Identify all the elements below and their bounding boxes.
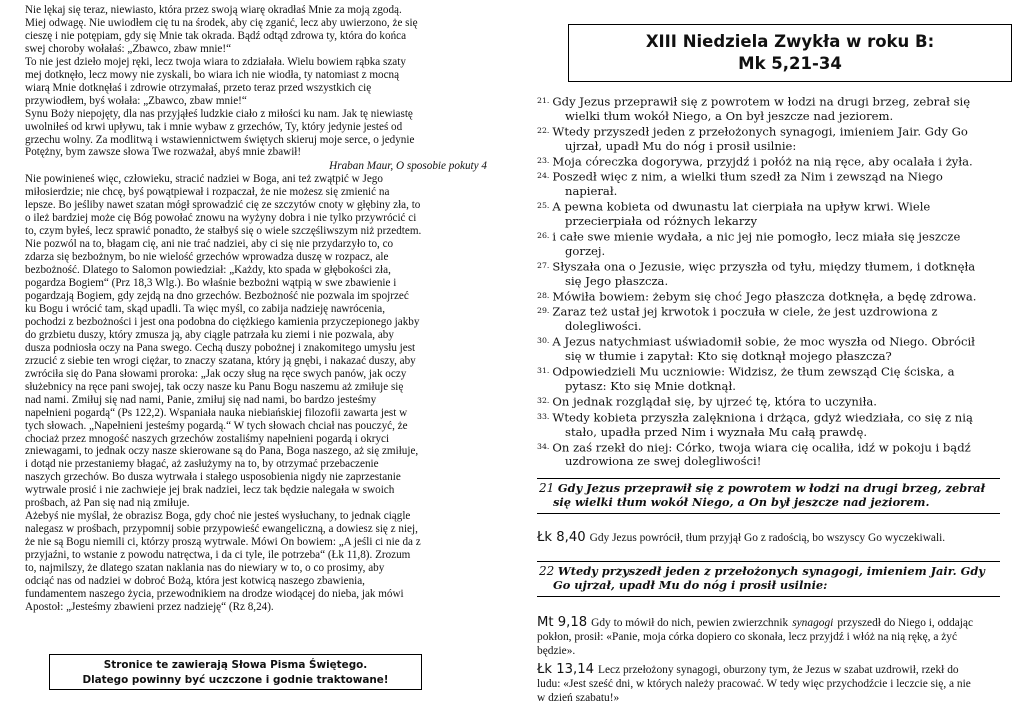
text-line: i dotąd nie przestaniemy błagać, aż zasłużymy na to, by otrzymać przebaczenie bbox=[25, 458, 379, 471]
reference-code: Łk 13,14 bbox=[537, 661, 594, 677]
verse-number: 33. bbox=[537, 411, 550, 421]
verse-text-line-1: A Jezus natychmiast uświadomił sobie, że moc wyszła od Niego. Obrócił bbox=[552, 334, 975, 349]
verse-text-line-1: Odpowiedzieli Mu uczniowie: Widzisz, że tłum zewsząd Cię ściska, a bbox=[552, 364, 955, 379]
verse-number: 25. bbox=[537, 201, 550, 211]
reference-line-3: w dzień szabatu!» bbox=[537, 691, 620, 704]
text-line: uwolniłeś od krwi upływu, tak i mnie wybaw z grzechów, Ty, który jedynie jesteś od bbox=[25, 120, 403, 133]
verse-text-line-1: Mówiła bowiem: żebym się choć Jego płaszcza dotknęła, a będę zdrowa. bbox=[552, 289, 977, 304]
text-line: służebnicy na ręce pani swojej, tak oczy nasze ku Panu Bogu naszemu aż zmiłuje się bbox=[25, 380, 404, 393]
text-line: zrzucić z siebie ten wrogi ciężar, to znaczy szatana, który ją gnębi, i nakazać duszy, aby bbox=[25, 354, 416, 367]
text-line: Synu Boży niepojęty, dla nas przyjąłeś ludzkie ciało z miłości ku nam. Jak tę niewiastę bbox=[25, 107, 413, 120]
paragraph-4 bbox=[25, 173, 487, 510]
text-line: tych słowach. „Napełnieni jesteśmy pogardą.“ W tych słowach chciał nas pouczyć, że bbox=[25, 419, 408, 432]
verse bbox=[537, 154, 1000, 169]
paragraph-2 bbox=[25, 56, 487, 108]
reference-code: Łk 8,40 bbox=[537, 529, 586, 545]
verse-text-line-2: dolegliwości. bbox=[565, 319, 642, 334]
text-line: wytrwale prosić i nie zachwieje jej brak nadziei, lecz tak będzie nalegała w swoich bbox=[25, 484, 395, 497]
reference-line-2: ludu: «Jest sześć dni, w których należy pracować. W tedy więc przychodźcie i leczcie się, a nie bbox=[537, 677, 971, 690]
verse-text-line-1: Gdy Jezus przeprawił się z powrotem w łodzi na drugi brzeg, zebrał bbox=[557, 480, 985, 495]
verse-text-line-1: Wtedy przyszedł jeden z przełożonych synagogi, imieniem Jair. Gdy bbox=[557, 563, 985, 578]
verse bbox=[537, 440, 1000, 469]
right-column bbox=[537, 24, 1000, 724]
text-line: pochodzi z bezbożności i jest ona podobna do ciężkiego kamienia przyczepionego jakby bbox=[25, 315, 420, 328]
verse bbox=[537, 289, 1000, 304]
text-line: Ażebyś nie myślał, że obrazisz Boga, gdy choć nie jesteś wysłuchany, to jednak ciągle bbox=[25, 510, 411, 523]
reference-text-a: Gdy to mówił do nich, pewien zwierzchnik bbox=[591, 616, 789, 629]
verse-text-line-2: napierał. bbox=[565, 184, 618, 199]
highlight-verse-21 bbox=[537, 478, 1000, 514]
reference-mt-9-18 bbox=[537, 615, 1000, 658]
text-line: ku Bogu i wrócić tam, skąd upadli. Ta więc myśl, co zabija nadzieję nawrócenia, bbox=[25, 302, 386, 315]
reference-lk-13-14 bbox=[537, 662, 1000, 705]
verse-text-line-1: On jednak rozglądał się, by ujrzeć tę, która to uczyniła. bbox=[552, 394, 877, 409]
verse-text-line-2: Go ujrzał, upadł Mu do nóg i prosił usilnie: bbox=[553, 578, 828, 593]
verse-text-line-2: przecierpiała od różnych lekarzy bbox=[565, 214, 758, 229]
text-line: nad nami. Zmiłuj się nad nami, Panie, zmiłuj się nad nami, bo bardzo jesteśmy bbox=[25, 393, 377, 406]
text-line: wiarą Mnie dotknęłaś i zdrowie otrzymałaś, przeto teraz przed wszystkich cię bbox=[25, 81, 372, 94]
highlight-verse-22 bbox=[537, 561, 1000, 597]
verse-text-line-2: się wielki tłum wokół Niego, a On był jeszcze nad jeziorem. bbox=[553, 495, 930, 510]
text-line: mej dotknęło, lecz mowy nie zyskali, bo wiara ich nie wiodła, ty natomiast z mocną bbox=[25, 68, 400, 81]
verse bbox=[537, 259, 1000, 288]
verse-text-line-1: Wtedy przyszedł jeden z przełożonych synagogi, imieniem Jair. Gdy Go bbox=[552, 124, 968, 139]
verse-text-line-2: stało, upadła przed Nim i wyznała Mu całą prawdę. bbox=[565, 424, 868, 439]
verse-number: 21. bbox=[537, 96, 550, 105]
verse bbox=[537, 334, 1000, 363]
verse-number: 22. bbox=[537, 125, 550, 135]
paragraph-3 bbox=[25, 108, 487, 160]
title-box bbox=[568, 24, 1012, 82]
text-line: pogardza Bogiem“ (Prz 18,3 Wlg.). Bo właśnie bezbożni wątpią w swe zbawienie i bbox=[25, 277, 397, 290]
text-line: przywiodłem, byś wołała: „Zbawco, zbaw mnie!“ bbox=[25, 94, 247, 107]
verse-text-line-1: A pewna kobieta od dwunastu lat cierpiała na upływ krwi. Wiele bbox=[552, 199, 931, 214]
text-line: Nie powinieneś więc, człowieku, stracić nadziei w Boga, ani też zwątpić w Jego bbox=[25, 173, 383, 186]
verse bbox=[537, 199, 1000, 228]
text-line: nalegasz w prośbach, przypomnij sobie przypowieść ewangeliczną, a dowiesz się z niej, bbox=[25, 523, 418, 536]
verse-text-line-1: Zaraz też ustał jej krwotok i poczuła w ciele, że jest uzdrowiona z bbox=[552, 304, 938, 319]
paragraph-5 bbox=[25, 510, 487, 614]
reference-text: Lecz przełożony synagogi, oburzony tym, że Jezus w szabat uzdrowił, rzekł do bbox=[598, 663, 959, 676]
verse-text-line-2: się Jego płaszcza. bbox=[565, 273, 669, 288]
verse bbox=[537, 169, 1000, 198]
text-line: lepsze. Bo jeśliby nawet szatan mógł sprowadzić cię ze szczytów cnoty w głębiny zła, to bbox=[25, 199, 421, 212]
verse-number: 28. bbox=[537, 290, 550, 300]
verse-text-line-1: i całe swe mienie wydała, a nic jej nie pomogło, lecz miała się jeszcze bbox=[552, 229, 961, 244]
text-line: o ileż bardziej może cię Bóg powołać znowu na wyżyny dobra i nie tylko przywrócić ci bbox=[25, 212, 417, 225]
verse-number: 27. bbox=[537, 261, 550, 271]
text-line: napełnieni pogardą“ (Ps 122,2). Wspaniała nauka niebiańskiej filozofii zawarta jest w bbox=[25, 406, 408, 419]
verse-text-line-2: ujrzał, upadł Mu do nóg i prosił usilnie: bbox=[565, 138, 797, 153]
verse-text-line-1: Moja córeczka dogorywa, przyjdź i połóż na nią ręce, aby ocalała i żyła. bbox=[552, 154, 973, 169]
footer-notice-box bbox=[49, 654, 422, 690]
text-line: zniewagami, to jednak oczy nasze skierowane są do Pana, Boga naszego, aż się zmiłuje, bbox=[25, 445, 419, 458]
text-line: bezbożność. Dlatego to Salomon powiedział: „Każdy, kto spada w głębokości zła, bbox=[25, 264, 391, 277]
left-column bbox=[25, 4, 487, 724]
title-line-1: XIII Niedziela Zwykła w roku B: bbox=[645, 32, 935, 51]
verse-number: 34. bbox=[537, 441, 550, 451]
text-line: pogardzają Bogiem, gdy zejdą na dno grzechów. Bezbożność nie pozwala im spojrzeć bbox=[25, 290, 409, 303]
verse-number: 22 bbox=[539, 563, 555, 578]
text-line: Potężny, bym zawsze słowa Twe rozważał, abyś mnie zbawił! bbox=[25, 146, 302, 159]
text-line: fundamentem naszego życia, przewodnikiem na drodze wiodącej do nieba, jak mówi bbox=[25, 587, 404, 600]
verse bbox=[537, 94, 1000, 123]
verse-text-line-2: gorzej. bbox=[565, 244, 606, 259]
reference-line-3: będzie». bbox=[537, 644, 576, 657]
reference-text-italic: synagogi bbox=[792, 616, 834, 629]
verse-text-line-2: uzdrowiona ze swej dolegliwości! bbox=[565, 454, 762, 469]
text-line: swej choroby wołałaś: „Zbawco, zbaw mnie!“ bbox=[25, 42, 232, 55]
verse bbox=[537, 304, 1000, 333]
reference-code: Mt 9,18 bbox=[537, 614, 588, 630]
text-line: zwróciła się do Pana słowami proroka: „Jak oczy sług na ręce swych panów, jak oczy bbox=[25, 367, 407, 380]
reference-lk-8-40 bbox=[537, 528, 1000, 546]
verse-number: 29. bbox=[537, 306, 550, 316]
text-line: chociaż przez mnogość naszych grzechów zostaliśmy napełnieni pogardą i okryci bbox=[25, 432, 390, 445]
verse bbox=[537, 124, 1000, 153]
verse-text-line-1: Wtedy kobieta przyszła zalękniona i drżąca, gdyż wiedziała, co się z nią bbox=[552, 410, 973, 425]
title-line-2: Mk 5,21-34 bbox=[738, 54, 842, 73]
text-line: miłosierdzie; nie chcę, byś powątpiewał i rozpaczał, że nie możesz się zmienić na bbox=[25, 186, 390, 199]
verse bbox=[537, 394, 1000, 409]
text-line: to, czym byłeś, lecz sprawić ponadto, że stałbyś się o wiele szczęśliwszym niż przedtem. bbox=[25, 225, 422, 238]
verse-number: 26. bbox=[537, 231, 550, 241]
reference-text: Gdy Jezus powrócił, tłum przyjął Go z radością, bo wszyscy Go wyczekiwali. bbox=[589, 531, 946, 544]
verse-text-line-1: Poszedł więc z nim, a wielki tłum szedł za Nim i zewsząd na Niego bbox=[552, 169, 943, 184]
text-line: Nie lękaj się teraz, niewiasto, która przez swoją wiarę okradłaś Mnie za moją zgodą. bbox=[25, 4, 402, 16]
text-line: Miej odwagę. Nie uwiodłem cię tu na środek, aby cię zganić, lecz aby uwierzono, że się bbox=[25, 16, 418, 29]
verse-text-line-1: Gdy Jezus przeprawił się z powrotem w łodzi na drugi brzeg, zebrał się bbox=[552, 94, 971, 109]
text-line: zdarza się bezbożnym, bo nie wielość grzechów wprowadza duszę w rozpacz, ale bbox=[25, 251, 389, 264]
gospel-verses bbox=[537, 94, 1000, 469]
verse-number: 30. bbox=[537, 336, 550, 346]
verse-text-line-1: On zaś rzekł do niej: Córko, twoja wiara cię ocaliła, idź w pokoju i bądź bbox=[552, 440, 971, 455]
footer-line-1: Stronice te zawierają Słowa Pisma Świętego. bbox=[103, 659, 368, 671]
verse-number: 21 bbox=[539, 480, 555, 495]
verse bbox=[537, 364, 1000, 393]
text-line: do grzbietu duszy, który zmusza ją, aby ciągle patrzała ku ziemi i nie pozwala, aby bbox=[25, 328, 394, 341]
footer-line-2: Dlatego powinny być uczczone i godnie traktowane! bbox=[82, 673, 389, 686]
verse-text-line-2: pytasz: Kto się Mnie dotknął. bbox=[565, 379, 736, 394]
verse-number: 31. bbox=[537, 366, 550, 376]
reference-text-b: przyszedł do Niego i, oddając bbox=[837, 616, 974, 629]
text-line: to, najmilszy, że dlatego szatan naklania nas do niewiary w to, o co prosimy, aby bbox=[25, 562, 385, 575]
verse bbox=[537, 229, 1000, 258]
text-line: prośbach, aż Pan się nad nią zmiłuje. bbox=[25, 497, 190, 510]
text-line: naszych grzechów. Bo dusza wytrwała i stałego usposobienia nigdy nie zaprzestanie bbox=[25, 471, 401, 484]
text-line: przyjaźni, to wstanie z powodu natręctwa, i da ci tyle, ile potrzeba“ (Łk 11,8). Zrozum bbox=[25, 549, 411, 562]
verse-number: 23. bbox=[537, 155, 550, 165]
verse-text-line-2: wielki tłum wokół Niego, a On był jeszcze nad jeziorem. bbox=[565, 108, 894, 123]
text-line: cieszę i nie potępiam, gdy się Mnie tak okrada. Bądź odtąd zdrowa ty, która do końca bbox=[25, 29, 407, 42]
text-line: odciąć nas od nadziei w dobroć Bożą, która jest kotwicą naszego zbawienia, bbox=[25, 574, 365, 587]
verse bbox=[537, 410, 1000, 439]
verse-number: 24. bbox=[537, 171, 550, 181]
text-line: Nie pozwól na to, błagam cię, ani nie trać nadziei, aby ci się nie przydarzyło to, co bbox=[25, 238, 394, 251]
text-line: To nie jest dzieło mojej ręki, lecz twoja wiara to zdziałała. Wielu bowiem rąbka szaty bbox=[25, 55, 406, 68]
text-line: Apostoł: „Jesteśmy zbawieni przez nadzieję“ (Rz 8,24). bbox=[25, 600, 274, 613]
verse-text-line-1: Słyszała ona o Jezusie, więc przyszła od tyłu, między tłumem, i dotknęła bbox=[552, 259, 976, 274]
text-line: dusza podniosła oczy na Pana swego. Cechą duszy pobożnej i znakomitego umysłu jest bbox=[25, 341, 416, 354]
text-line: grzechu wolny. Za modlitwą i wstawiennictwem świętych skieruj moje serce, o jedynie bbox=[25, 133, 415, 146]
paragraph-1 bbox=[25, 4, 487, 56]
verse-text-line-2: się w tłumie i zapytał: Kto się dotknął mojego płaszcza? bbox=[565, 349, 892, 364]
reference-line-2: pokłon, prosił: «Panie, moja córka dopiero co skonała, lecz przyjdź i włóż na nią rękę, a żyć bbox=[537, 630, 958, 643]
text-line: że nie są Bogu niemili ci, którzy proszą wytrwale. Mówi On bowiem: „A jeśli ci nie da z bbox=[25, 536, 421, 549]
source-citation: Hraban Maur, O sposobie pokuty 4 bbox=[329, 160, 487, 173]
verse-number: 32. bbox=[537, 396, 550, 406]
